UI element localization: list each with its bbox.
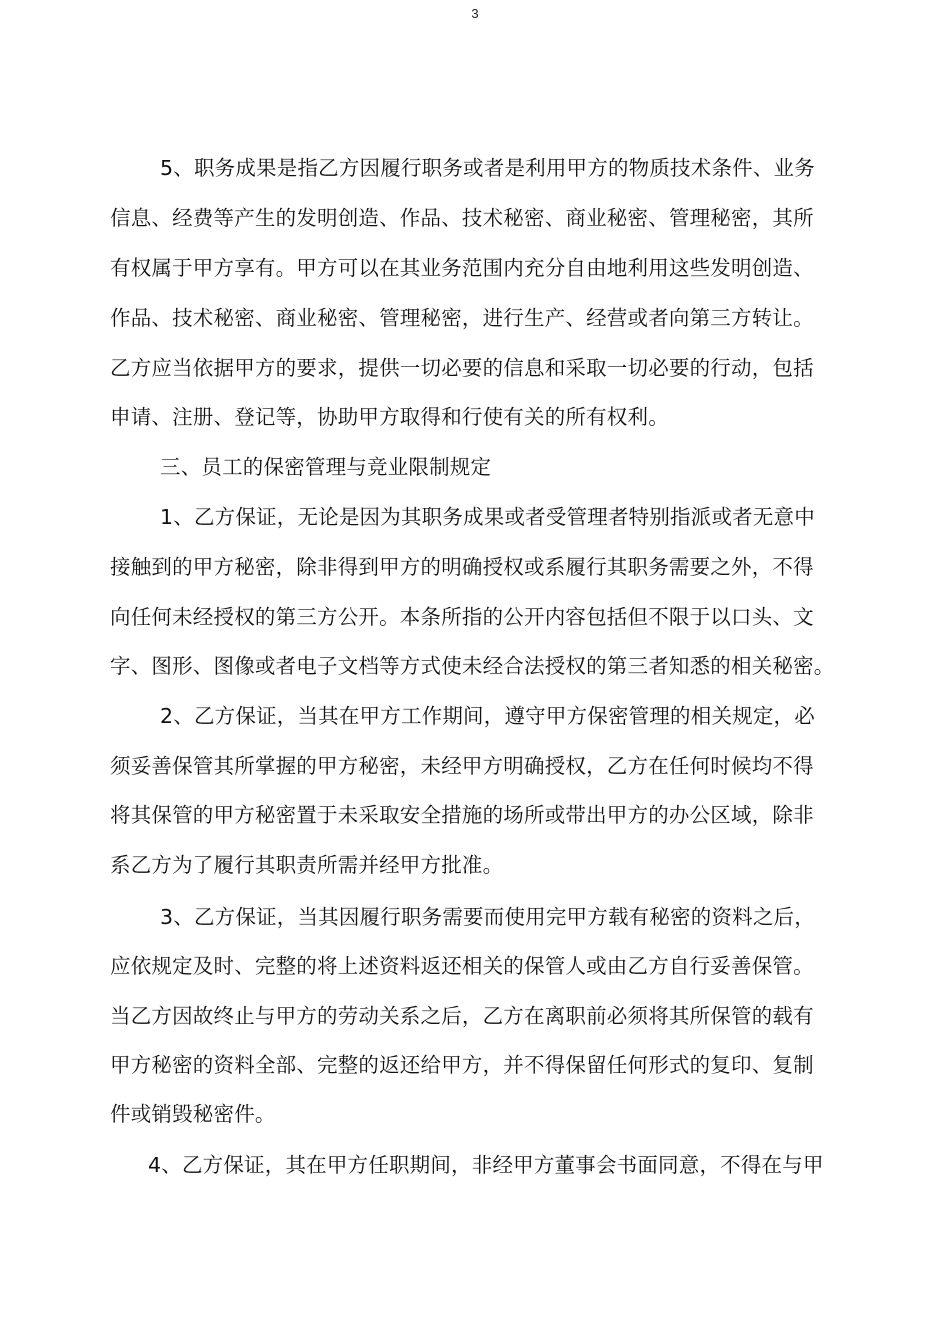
text-line: 接触到的甲方秘密，除非得到甲方的明确授权或系履行其职务需要之外，不得 xyxy=(110,555,814,579)
text-line: 系乙方为了履行其职责所需并经甲方批准。 xyxy=(110,853,504,877)
text-line: 信息、经费等产生的发明创造、作品、技术秘密、商业秘密、管理秘密，其所 xyxy=(110,206,814,230)
text-line: 3、乙方保证，当其因履行职务需要而使用完甲方载有秘密的资料之后， xyxy=(160,905,815,929)
text-line: 1、乙方保证，无论是因为其职务成果或者受管理者特别指派或者无意中 xyxy=(160,505,815,529)
text-line: 作品、技术秘密、商业秘密、管理秘密，进行生产、经营或者向第三方转让。 xyxy=(110,306,814,330)
text-line: 4、乙方保证，其在甲方任职期间，非经甲方董事会书面同意，不得在与甲 xyxy=(148,1153,824,1177)
text-line: 2、乙方保证，当其在甲方工作期间，遵守甲方保密管理的相关规定，必 xyxy=(160,704,815,728)
text-line: 当乙方因故终止与甲方的劳动关系之后，乙方在离职前必须将其所保管的载有 xyxy=(110,1004,814,1028)
text-line: 甲方秘密的资料全部、完整的返还给甲方，并不得保留任何形式的复印、复制 xyxy=(110,1053,814,1077)
text-line: 应依规定及时、完整的将上述资料返还相关的保管人或由乙方自行妥善保管。 xyxy=(110,954,814,978)
text-line: 件或销毁秘密件。 xyxy=(110,1102,276,1126)
text-line: 申请、注册、登记等，协助甲方取得和行使有关的所有权利。 xyxy=(110,405,669,429)
text-line: 5、职务成果是指乙方因履行职务或者是利用甲方的物质技术条件、业务 xyxy=(160,156,815,180)
text-line: 有权属于甲方享有。甲方可以在其业务范围内充分自由地利用这些发明创造、 xyxy=(110,256,814,280)
text-line: 向任何未经授权的第三方公开。本条所指的公开内容包括但不限于以口头、文 xyxy=(110,605,814,629)
section-heading: 三、员工的保密管理与竞业限制规定 xyxy=(160,455,492,479)
text-line: 字、图形、图像或者电子文档等方式使未经合法授权的第三者知悉的相关秘密。 xyxy=(110,654,835,678)
text-line: 须妥善保管其所掌握的甲方秘密，未经甲方明确授权，乙方在任何时候均不得 xyxy=(110,754,814,778)
text-line: 将其保管的甲方秘密置于未采取安全措施的场所或带出甲方的办公区域，除非 xyxy=(110,803,814,827)
page-number: 3 xyxy=(471,6,479,21)
text-line: 乙方应当依据甲方的要求，提供一切必要的信息和采取一切必要的行动，包括 xyxy=(110,356,814,380)
